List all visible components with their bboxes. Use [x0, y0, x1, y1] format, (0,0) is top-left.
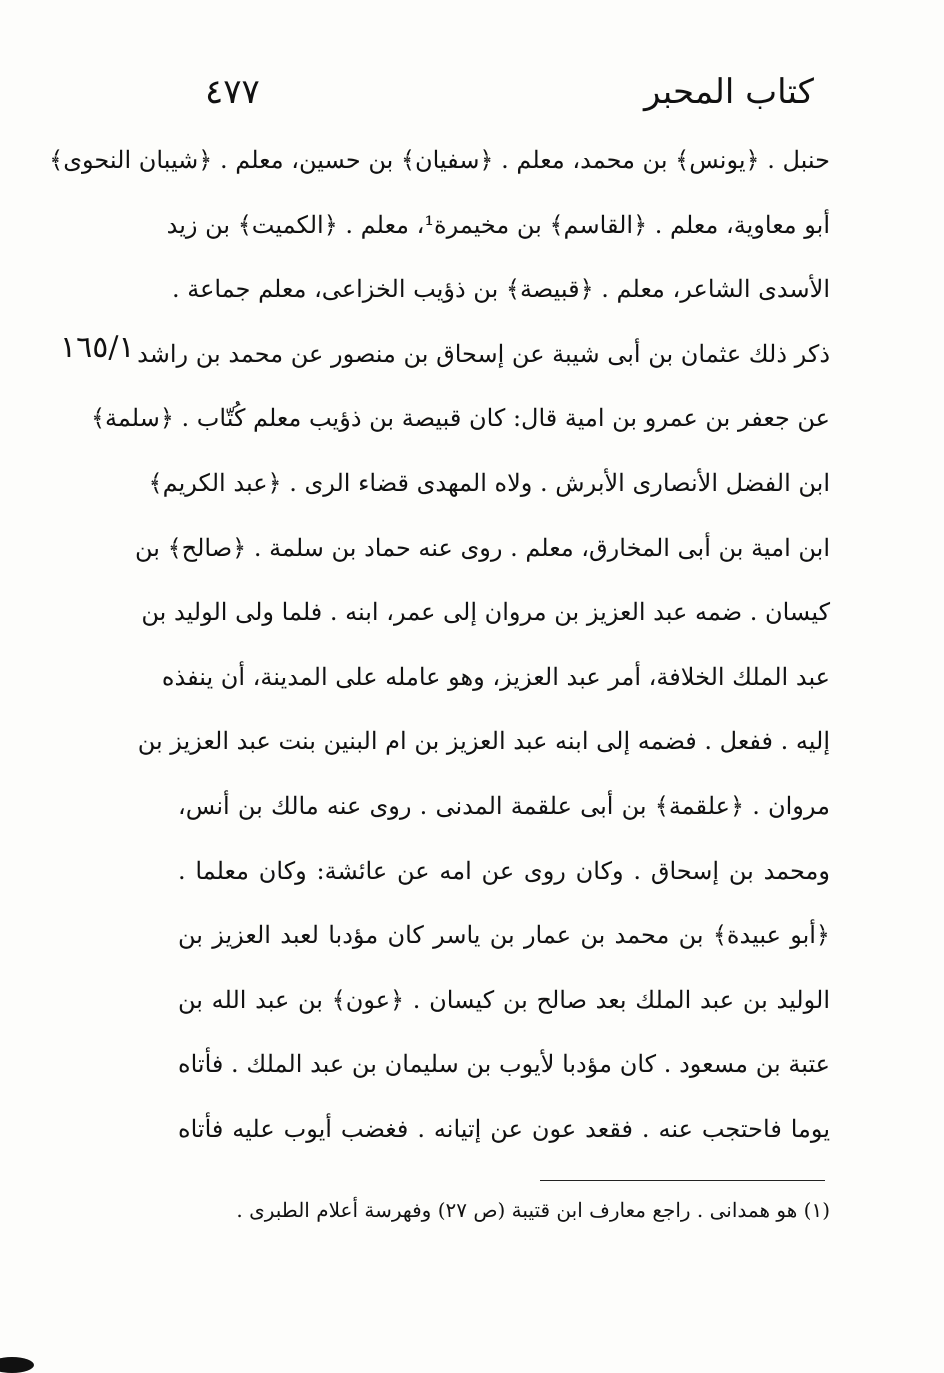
- text-line: إليه . ففعل . فضمه إلى ابنه عبد العزيز بن ام البنين بنت عبد العزيز بن: [137, 727, 830, 756]
- page-number: ٤٧٧: [205, 72, 260, 112]
- text-line: ابن امية بن أبى المخارق، معلم . روى عنه حماد بن سلمة . ﴿صالح﴾ بن: [134, 533, 830, 562]
- scan-artifact: [0, 1357, 34, 1373]
- footnote-divider: [540, 1180, 825, 1181]
- text-line: ﴿أبو عبيدة﴾ بن محمد بن عمار بن ياسر كان مؤدبا لعبد العزيز بن: [178, 921, 830, 950]
- text-line: حنبل . ﴿يونس﴾ بن محمد، معلم . ﴿سفيان﴾ بن حسين، معلم . ﴿شيبان النحوى﴾: [49, 146, 830, 174]
- text-line: كيسان . ضمه عبد العزيز بن مروان إلى عمر، ابنه . فلما ولى الوليد بن: [141, 598, 830, 627]
- text-line: ابن الفضل الأنصارى الأبرش . ولاه المهدى قضاء الرى . ﴿عبد الكريم﴾: [148, 468, 830, 497]
- text-line: عتبة بن مسعود . كان مؤدبا لأيوب بن سليمان بن عبد الملك . فأتاه: [178, 1050, 830, 1079]
- running-header-title: كتاب المحبر: [643, 72, 814, 112]
- text-line: عبد الملك الخلافة، أمر عبد العزيز، وهو عامله على المدينة، أن ينفذه: [161, 662, 830, 691]
- text-line: الوليد بن عبد الملك بعد صالح بن كيسان . ﴿عون﴾ بن عبد الله بن: [178, 985, 830, 1014]
- text-line: عن جعفر بن عمرو بن امية قال: كان قبيصة بن ذؤيب معلم كُتّاب . ﴿سلمة﴾: [90, 404, 830, 433]
- text-line: أبو معاوية، معلم . ﴿القاسم﴾ بن مخيمرة¹، معلم . ﴿الكميت﴾ بن زيد: [166, 210, 830, 239]
- margin-reference: ١٦٥/١: [60, 330, 135, 365]
- text-line: ومحمد بن إسحاق . وكان روى عن امه عن عائشة: وكان معلما .: [178, 856, 830, 885]
- text-line: الأسدى الشاعر، معلم . ﴿قبيصة﴾ بن ذؤيب الخزاعى، معلم جماعة .: [171, 275, 830, 304]
- text-line: ذكر ذلك عثمان بن أبى شيبة عن إسحاق بن منصور عن محمد بن راشد: [137, 339, 830, 368]
- text-line: مروان . ﴿علقمة﴾ بن أبى علقمة المدنى . روى عنه مالك بن أنس،: [178, 791, 830, 820]
- text-line: يوما فاحتجب عنه . فقعد عون عن إتيانه . فغضب أيوب عليه فأتاه: [178, 1114, 830, 1143]
- footnote: (١) هو همدانى . راجع معارف ابن قتيبة (ص ٢٧) وفهرسة أعلام الطبرى .: [236, 1198, 830, 1222]
